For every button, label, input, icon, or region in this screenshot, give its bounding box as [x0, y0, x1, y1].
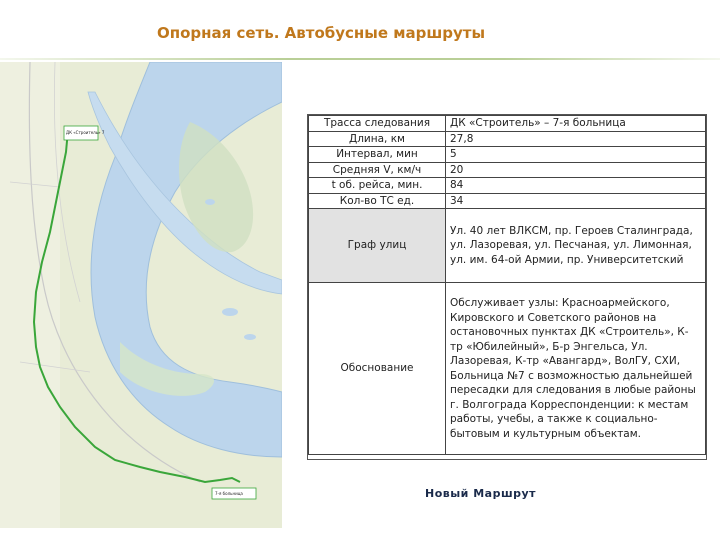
- row-label: Кол-во ТС ед.: [309, 193, 446, 209]
- title-divider: [0, 58, 720, 60]
- route-info-table: [308, 115, 706, 455]
- row-label: Средняя V, км/ч: [309, 162, 446, 178]
- row-label: Трасса следования: [309, 116, 446, 132]
- route-map[interactable]: [0, 62, 282, 528]
- stop-end-marker[interactable]: [212, 488, 256, 499]
- row-value: Ул. 40 лет ВЛКСМ, пр. Героев Сталинграда, ул. Лазоревая, ул. Песчаная, ул. Лимонная, ул. им. 64-ой Армии, пр. Университетский: [446, 209, 706, 283]
- row-value: 34: [446, 193, 706, 209]
- route-caption: Новый Маршрут: [425, 487, 537, 500]
- table-row: [309, 193, 706, 209]
- table-row: [309, 116, 706, 132]
- row-value: 84: [446, 178, 706, 194]
- route-map-canvas: [0, 62, 282, 528]
- page-title: Опорная сеть. Автобусные маршруты: [157, 24, 486, 42]
- stop-end-label: 7-я больница: [215, 491, 243, 496]
- table-row: [309, 283, 706, 455]
- row-value: Обслуживает узлы: Красноармейского, Кировского и Советского районов на остановочных пунктах ДК «Строитель», К-тр «Юбилейный», Б-р Энгельса, Ул. Лазоревая, К-тр «Авангард», ВолГУ, СХИ, Больница №7 с возможностью дальнейшей пересадки для следования в любые районы г. Волгограда Корреспонденции: к местам работы, учебы, а также к социально-бытовым и культурным объектам.: [446, 283, 706, 455]
- table-row: [309, 147, 706, 163]
- table-row: [309, 131, 706, 147]
- lake: [222, 308, 238, 316]
- row-label: Граф улиц: [309, 209, 446, 283]
- table-row: [309, 162, 706, 178]
- table-row: [309, 178, 706, 194]
- row-value: ДК «Строитель» – 7-я больница: [446, 116, 706, 132]
- route-info-panel: [307, 114, 707, 460]
- lake: [205, 199, 215, 205]
- lake: [244, 334, 256, 340]
- row-label: Длина, км: [309, 131, 446, 147]
- row-label: Интервал, мин: [309, 147, 446, 163]
- stop-start-label: ДК «Строитель» 7: [66, 130, 105, 135]
- table-row: [309, 209, 706, 283]
- row-label: t об. рейса, мин.: [309, 178, 446, 194]
- row-value: 20: [446, 162, 706, 178]
- row-value: 27,8: [446, 131, 706, 147]
- row-value: 5: [446, 147, 706, 163]
- row-label: Обоснование: [309, 283, 446, 455]
